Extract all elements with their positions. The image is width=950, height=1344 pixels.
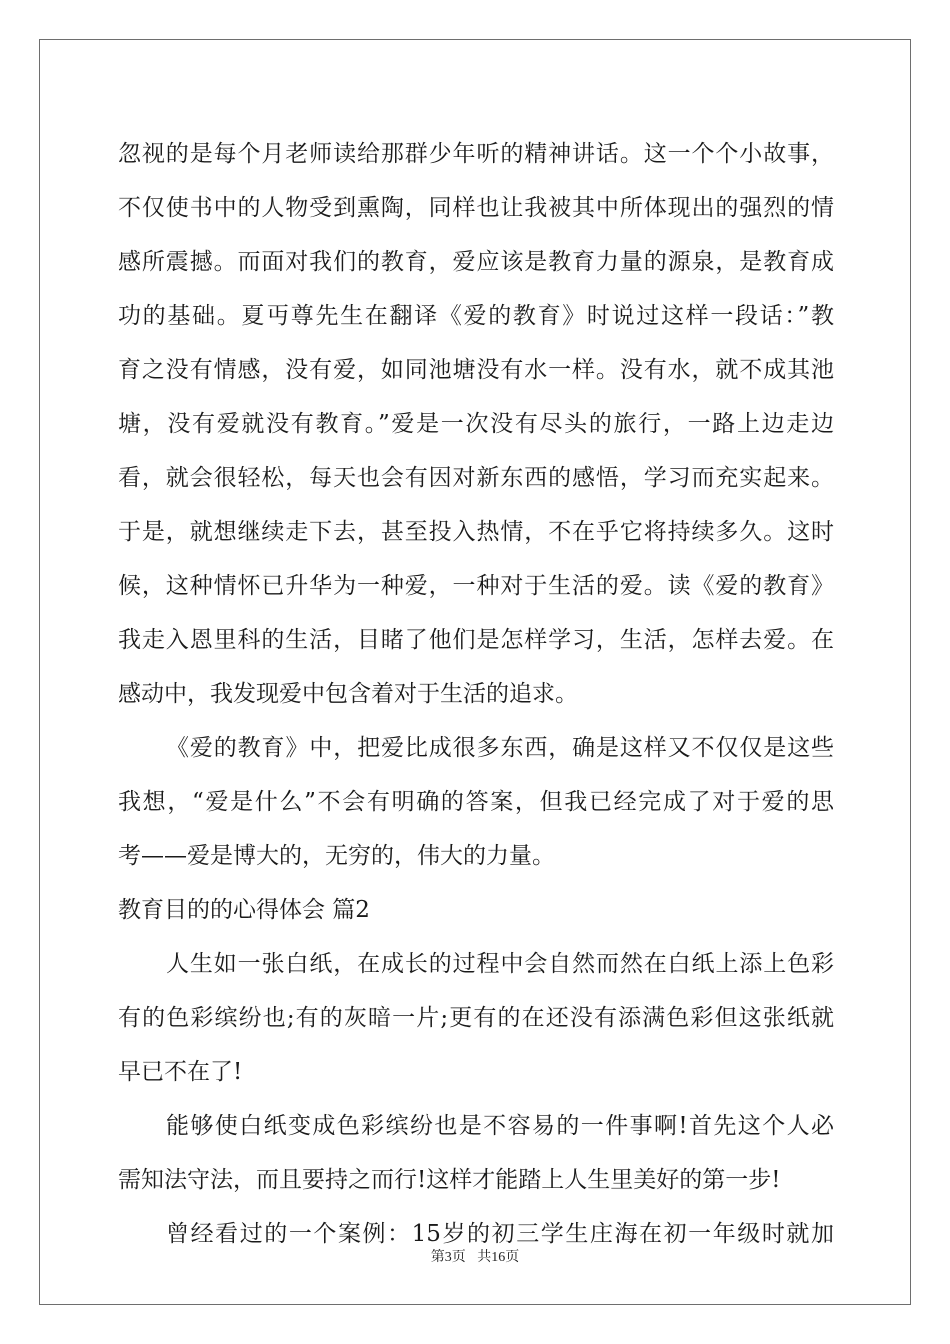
text-line: 塘，没有爱就没有教育。”爱是一次没有尽头的旅行，一路上边走边 <box>118 411 834 437</box>
text-line: 功的基础。夏丏尊先生在翻译《爱的教育》时说过这样一段话：”教 <box>118 303 834 329</box>
paragraph <box>118 721 834 883</box>
text-line: 感动中，我发现爱中包含着对于生活的追求。 <box>118 681 578 707</box>
text-line: 能够使白纸变成色彩缤纷也是不容易的一件事啊!首先这个人必 <box>166 1113 834 1139</box>
text-line: 《爱的教育》中，把爱比成很多东西，确是这样又不仅仅是这些 <box>166 735 834 761</box>
page-number: 第3页 <box>430 1250 466 1265</box>
text-line: 我想，“爱是什么”不会有明确的答案，但我已经完成了对于爱的思 <box>118 789 834 815</box>
text-line: 于是，就想继续走下去，甚至投入热情，不在乎它将持续多久。这时 <box>118 519 834 545</box>
text-line: 候，这种情怀已升华为一种爱，一种对于生活的爱。读《爱的教育》 <box>118 573 834 599</box>
paragraph <box>118 127 834 721</box>
page-footer <box>0 1246 950 1266</box>
paragraph <box>118 937 834 1099</box>
text-line: 人生如一张白纸，在成长的过程中会自然而然在白纸上添上色彩 <box>166 951 834 977</box>
text-line: 早已不在了! <box>118 1059 243 1085</box>
heading-text: 教育目的的心得体会 篇2 <box>118 897 370 923</box>
text-line: 曾经看过的一个案例：15岁的初三学生庄海在初一年级时就加 <box>166 1221 834 1247</box>
text-line: 有的色彩缤纷也;有的灰暗一片;更有的在还没有添满色彩但这张纸就 <box>118 1005 834 1031</box>
text-line: 考——爱是博大的，无穷的，伟大的力量。 <box>118 843 555 869</box>
text-line: 看，就会很轻松，每天也会有因对新东西的感悟，学习而充实起来。 <box>118 465 834 491</box>
text-line: 我走入恩里科的生活，目睹了他们是怎样学习，生活，怎样去爱。在 <box>118 627 834 653</box>
text-line: 育之没有情感，没有爱，如同池塘没有水一样。没有水，就不成其池 <box>118 357 834 383</box>
paragraph <box>118 1099 834 1207</box>
text-line: 需知法守法，而且要持之而行!这样才能踏上人生里美好的第一步! <box>118 1167 781 1193</box>
section-heading <box>118 883 834 937</box>
page-total: 共16页 <box>477 1250 520 1265</box>
text-line: 不仅使书中的人物受到熏陶，同样也让我被其中所体现出的强烈的情 <box>118 195 834 221</box>
document-body <box>118 127 834 1261</box>
text-line: 忽视的是每个月老师读给那群少年听的精神讲话。这一个个小故事， <box>118 141 834 167</box>
text-line: 感所震撼。而面对我们的教育，爱应该是教育力量的源泉，是教育成 <box>118 249 834 275</box>
